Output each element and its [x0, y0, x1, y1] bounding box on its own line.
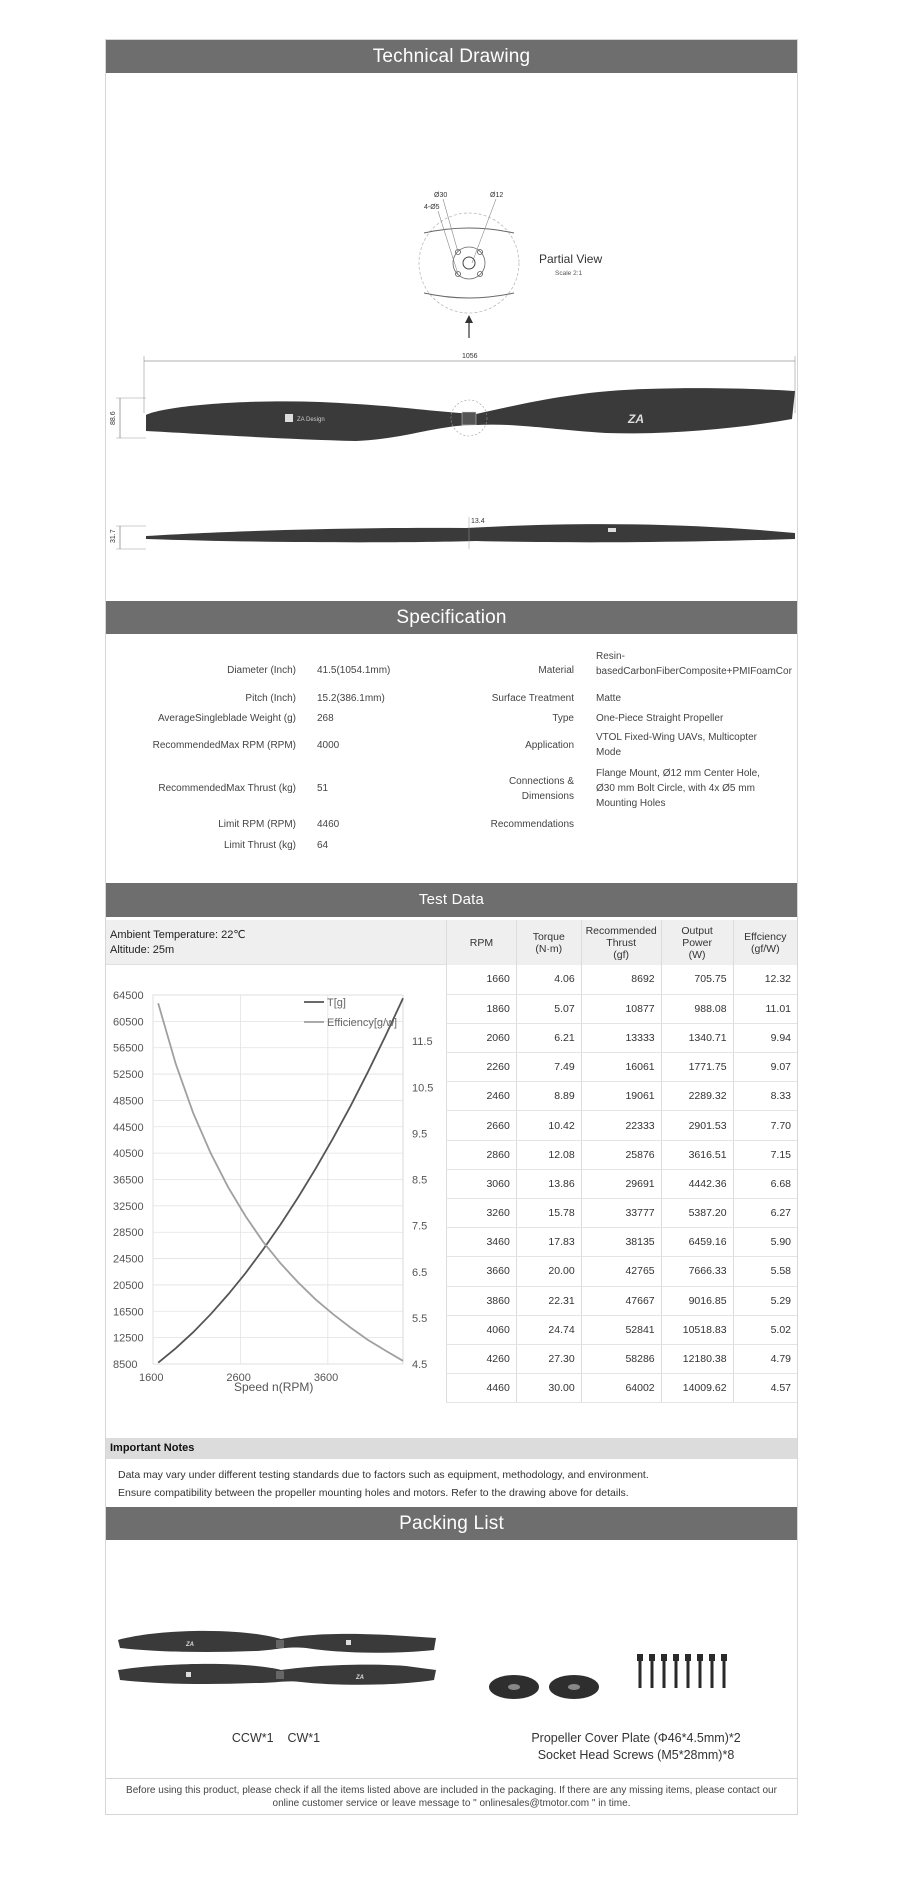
view-arrow-icon [465, 315, 473, 323]
table-cell: 5.02 [733, 1315, 797, 1344]
spec-value: Matte [596, 693, 622, 704]
scale-label: Scale 2:1 [555, 270, 583, 277]
length-dimension: 1056 [462, 353, 478, 360]
mount-hole [478, 272, 483, 277]
table-cell: 12.32 [733, 965, 797, 994]
table-cell: 4060 [447, 1315, 517, 1344]
cover-plate-label: Propeller Cover Plate (Φ46*4.5mm)*2 [531, 1731, 741, 1745]
legend-label: T[g] [327, 997, 346, 1009]
spec-value: One-Piece Straight Propeller [596, 713, 724, 724]
table-cell: 3060 [447, 1169, 517, 1198]
spec-key: Limit RPM (RPM) [218, 819, 296, 830]
table-cell: 4.79 [733, 1344, 797, 1373]
table-row [447, 1344, 798, 1373]
spec-value: VTOL Fixed-Wing UAVs, Multicopter [596, 732, 757, 743]
screws-label: Socket Head Screws (M5*28mm)*8 [537, 1748, 735, 1762]
table-cell: 38135 [581, 1228, 661, 1257]
table-cell: 3660 [447, 1257, 517, 1286]
table-row [447, 1286, 798, 1315]
spec-key: Recommendations [490, 819, 574, 830]
table-cell: 9.94 [733, 1023, 797, 1052]
specification-header: Specification [106, 601, 797, 634]
table-cell: 5387.20 [661, 1199, 733, 1228]
y-left-tick-label: 60500 [113, 1016, 144, 1029]
width-dimension: 88.6 [110, 411, 117, 425]
screws-image [637, 1654, 727, 1688]
important-notes-header: Important Notes [106, 1438, 797, 1459]
table-cell: 5.29 [733, 1286, 797, 1315]
technical-drawing [106, 73, 797, 633]
test-conditions [106, 920, 446, 965]
table-cell: 47667 [581, 1286, 661, 1315]
packing-images [106, 1540, 797, 1720]
cover-plates-image [489, 1675, 599, 1699]
table-row [447, 1315, 798, 1344]
table-cell: 19061 [581, 1082, 661, 1111]
table-cell: 11.01 [733, 994, 797, 1023]
table-cell: 12180.38 [661, 1344, 733, 1373]
table-row [447, 965, 798, 994]
y-left-tick-label: 28500 [113, 1227, 144, 1240]
d12-label: Ø12 [490, 192, 504, 199]
spec-key: RecommendedMax RPM (RPM) [152, 740, 296, 751]
table-cell: 2460 [447, 1082, 517, 1111]
y-left-tick-label: 52500 [113, 1069, 144, 1082]
y-right-tick-label: 5.5 [412, 1312, 428, 1325]
y-right-tick-label: 7.5 [412, 1220, 428, 1233]
table-cell: 9.07 [733, 1053, 797, 1082]
series-line-efficiency [158, 1003, 403, 1361]
product-detail-page [105, 39, 798, 1815]
series-line-thrust [158, 998, 403, 1362]
svg-text:ZA: ZA [356, 1675, 364, 1681]
center-hole [463, 257, 475, 269]
hub-dimension: 13.4 [471, 518, 485, 525]
y-left-tick-label: 12500 [113, 1332, 144, 1345]
table-cell: 58286 [581, 1344, 661, 1373]
brand-logo: ZA [628, 412, 644, 426]
table-row [447, 1199, 798, 1228]
table-cell: 6.21 [516, 1023, 581, 1052]
y-right-tick-label: 6.5 [412, 1266, 428, 1279]
table-cell: 3260 [447, 1199, 517, 1228]
table-cell: 4460 [447, 1374, 517, 1403]
spec-value: 4000 [317, 740, 340, 751]
table-cell: 7.15 [733, 1140, 797, 1169]
table-cell: 2289.32 [661, 1082, 733, 1111]
spec-key: Diameter (Inch) [227, 665, 296, 676]
table-cell: 20.00 [516, 1257, 581, 1286]
packing-list-header: Packing List [106, 1507, 797, 1540]
svg-text:ZA: ZA [186, 1642, 194, 1648]
table-cell: 22333 [581, 1111, 661, 1140]
test-data-header: Test Data [106, 883, 797, 917]
table-cell: 6.68 [733, 1169, 797, 1198]
footer-divider [106, 1778, 797, 1779]
table-row [447, 1140, 798, 1169]
spec-key: Material [538, 665, 574, 676]
table-cell: 5.90 [733, 1228, 797, 1257]
spec-value: 15.2(386.1mm) [317, 693, 385, 704]
y-left-tick-label: 56500 [113, 1042, 144, 1055]
table-cell: 2060 [447, 1023, 517, 1052]
spec-key: Connections & [508, 776, 574, 787]
altitude: Altitude: 25m [110, 944, 175, 956]
partial-view-label: Partial View [539, 252, 603, 266]
table-row [447, 1023, 798, 1052]
table-cell: 9016.85 [661, 1286, 733, 1315]
holes-label: 4-Ø5 [424, 204, 440, 211]
table-row [447, 1082, 798, 1111]
table-cell: 8692 [581, 965, 661, 994]
table-cell: 7.70 [733, 1111, 797, 1140]
table-cell: 2901.53 [661, 1111, 733, 1140]
specification-table [106, 650, 797, 860]
table-cell: 3860 [447, 1286, 517, 1315]
x-tick-label: 3600 [313, 1372, 339, 1384]
table-cell: 15.78 [516, 1199, 581, 1228]
footer-notice: Before using this product, please check if all the items listed above are included in the packaging. If there are any missing items, please contact our online customer service or leave message to " onlinesales@tmotor.com " in time. [126, 1785, 777, 1809]
important-notes [118, 1466, 649, 1502]
spec-value: Mounting Holes [596, 798, 666, 809]
test-data-table [446, 920, 797, 1403]
table-row [447, 1228, 798, 1257]
col-header-thrust: Recommended Thrust (gf) [581, 920, 661, 965]
col-header-efficiency: Effciency (gf/W) [733, 920, 797, 965]
y-left-tick-label: 20500 [113, 1279, 144, 1292]
col-header-rpm: RPM [447, 920, 517, 965]
spec-value: Mode [596, 747, 622, 758]
table-cell: 988.08 [661, 994, 733, 1023]
y-left-tick-label: 32500 [113, 1200, 144, 1213]
y-left-tick-label: 44500 [113, 1121, 144, 1134]
propeller-cw-image [118, 1664, 436, 1685]
table-header-row [447, 920, 798, 965]
spec-key: Pitch (Inch) [245, 693, 296, 704]
spec-key: Dimensions [521, 791, 574, 802]
table-cell: 6.27 [733, 1199, 797, 1228]
x-tick-label: 2600 [226, 1372, 251, 1384]
y-right-tick-label: 9.5 [412, 1128, 428, 1141]
x-axis-label: Speed n(RPM) [234, 1380, 314, 1394]
y-left-tick-label: 48500 [113, 1095, 144, 1108]
table-cell: 4260 [447, 1344, 517, 1373]
table-cell: 1860 [447, 994, 517, 1023]
table-cell: 42765 [581, 1257, 661, 1286]
table-cell: 1660 [447, 965, 517, 994]
table-cell: 52841 [581, 1315, 661, 1344]
table-row [447, 994, 798, 1023]
spec-value: 4460 [317, 819, 340, 830]
spec-value: 41.5(1054.1mm) [317, 665, 391, 676]
spec-value: basedCarbonFiberComposite+PMIFoamCor [596, 666, 792, 677]
table-cell: 4.57 [733, 1374, 797, 1403]
blade-edge-line-lower [424, 293, 514, 298]
propeller-ccw-image [118, 1631, 436, 1653]
table-cell: 8.33 [733, 1082, 797, 1111]
spec-value: Resin- [596, 651, 625, 662]
table-cell: 17.83 [516, 1228, 581, 1257]
table-row [447, 1169, 798, 1198]
y-left-tick-label: 16500 [113, 1306, 144, 1319]
table-row [447, 1053, 798, 1082]
table-cell: 64002 [581, 1374, 661, 1403]
y-left-tick-label: 36500 [113, 1174, 144, 1187]
height-dimension: 31.7 [110, 529, 117, 543]
y-left-tick-label: 64500 [113, 990, 144, 1002]
y-left-tick-label: 40500 [113, 1148, 144, 1161]
table-cell: 6459.16 [661, 1228, 733, 1257]
svg-text:ZA Design: ZA Design [297, 417, 325, 423]
table-cell: 4.06 [516, 965, 581, 994]
table-cell: 27.30 [516, 1344, 581, 1373]
spec-value: 268 [317, 713, 334, 724]
ambient-temperature: Ambient Temperature: 22℃ [110, 929, 246, 941]
table-cell: 3460 [447, 1228, 517, 1257]
table-cell: 24.74 [516, 1315, 581, 1344]
table-cell: 25876 [581, 1140, 661, 1169]
table-cell: 2660 [447, 1111, 517, 1140]
table-row [447, 1374, 798, 1403]
technical-drawing-header: Technical Drawing [106, 40, 797, 73]
table-cell: 10518.83 [661, 1315, 733, 1344]
table-cell: 14009.62 [661, 1374, 733, 1403]
spec-key: Application [525, 740, 574, 751]
table-cell: 8.89 [516, 1082, 581, 1111]
table-cell: 10877 [581, 994, 661, 1023]
table-cell: 10.42 [516, 1111, 581, 1140]
y-right-tick-label: 8.5 [412, 1174, 428, 1187]
table-cell: 1771.75 [661, 1053, 733, 1082]
spec-value: 64 [317, 840, 329, 851]
table-cell: 2260 [447, 1053, 517, 1082]
table-cell: 33777 [581, 1199, 661, 1228]
table-cell: 12.08 [516, 1140, 581, 1169]
mount-hole [478, 250, 483, 255]
legend-label: Efficiency[g/w] [327, 1017, 398, 1029]
y-left-tick-label: 8500 [113, 1359, 138, 1371]
y-right-tick-label: 11.5 [412, 1036, 433, 1049]
table-cell: 13333 [581, 1023, 661, 1052]
blade-edge-line [424, 228, 514, 233]
spec-key: RecommendedMax Thrust (kg) [158, 783, 296, 794]
table-cell: 2860 [447, 1140, 517, 1169]
table-cell: 16061 [581, 1053, 661, 1082]
table-cell: 7.49 [516, 1053, 581, 1082]
thrust-efficiency-chart [106, 965, 446, 1433]
col-header-power: Output Power (W) [661, 920, 733, 965]
y-right-tick-label: 10.5 [412, 1082, 434, 1095]
spec-value: Flange Mount, Ø12 mm Center Hole, [596, 768, 760, 779]
col-header-torque: Torque (N·m) [516, 920, 581, 965]
table-cell: 1340.71 [661, 1023, 733, 1052]
table-cell: 30.00 [516, 1374, 581, 1403]
table-row [447, 1257, 798, 1286]
spec-key: AverageSingleblade Weight (g) [157, 713, 296, 724]
table-cell: 22.31 [516, 1286, 581, 1315]
table-cell: 13.86 [516, 1169, 581, 1198]
table-cell: 4442.36 [661, 1169, 733, 1198]
note-line: Data may vary under different testing standards due to factors such as equipment, methodology, and environment. [118, 1469, 649, 1481]
y-right-tick-label: 4.5 [412, 1359, 428, 1371]
spec-key: Surface Treatment [491, 693, 574, 704]
d30-label: Ø30 [434, 192, 448, 199]
propeller-side-view [146, 524, 795, 542]
table-row [447, 1111, 798, 1140]
table-cell: 3616.51 [661, 1140, 733, 1169]
table-cell: 5.07 [516, 994, 581, 1023]
x-tick-label: 1600 [139, 1372, 164, 1384]
table-cell: 5.58 [733, 1257, 797, 1286]
table-cell: 705.75 [661, 965, 733, 994]
spec-value: 51 [317, 783, 329, 794]
y-left-tick-label: 24500 [113, 1253, 144, 1266]
spec-key: Type [552, 713, 574, 724]
accessories-label [486, 1730, 786, 1764]
propeller-label: CCW*1 CW*1 [231, 1731, 321, 1745]
table-cell: 29691 [581, 1169, 661, 1198]
table-cell: 7666.33 [661, 1257, 733, 1286]
note-line: Ensure compatibility between the propeller mounting holes and motors. Refer to the drawing above for details. [118, 1487, 629, 1499]
spec-value: Ø30 mm Bolt Circle, with 4x Ø5 mm [596, 783, 755, 794]
spec-key: Limit Thrust (kg) [223, 840, 296, 851]
